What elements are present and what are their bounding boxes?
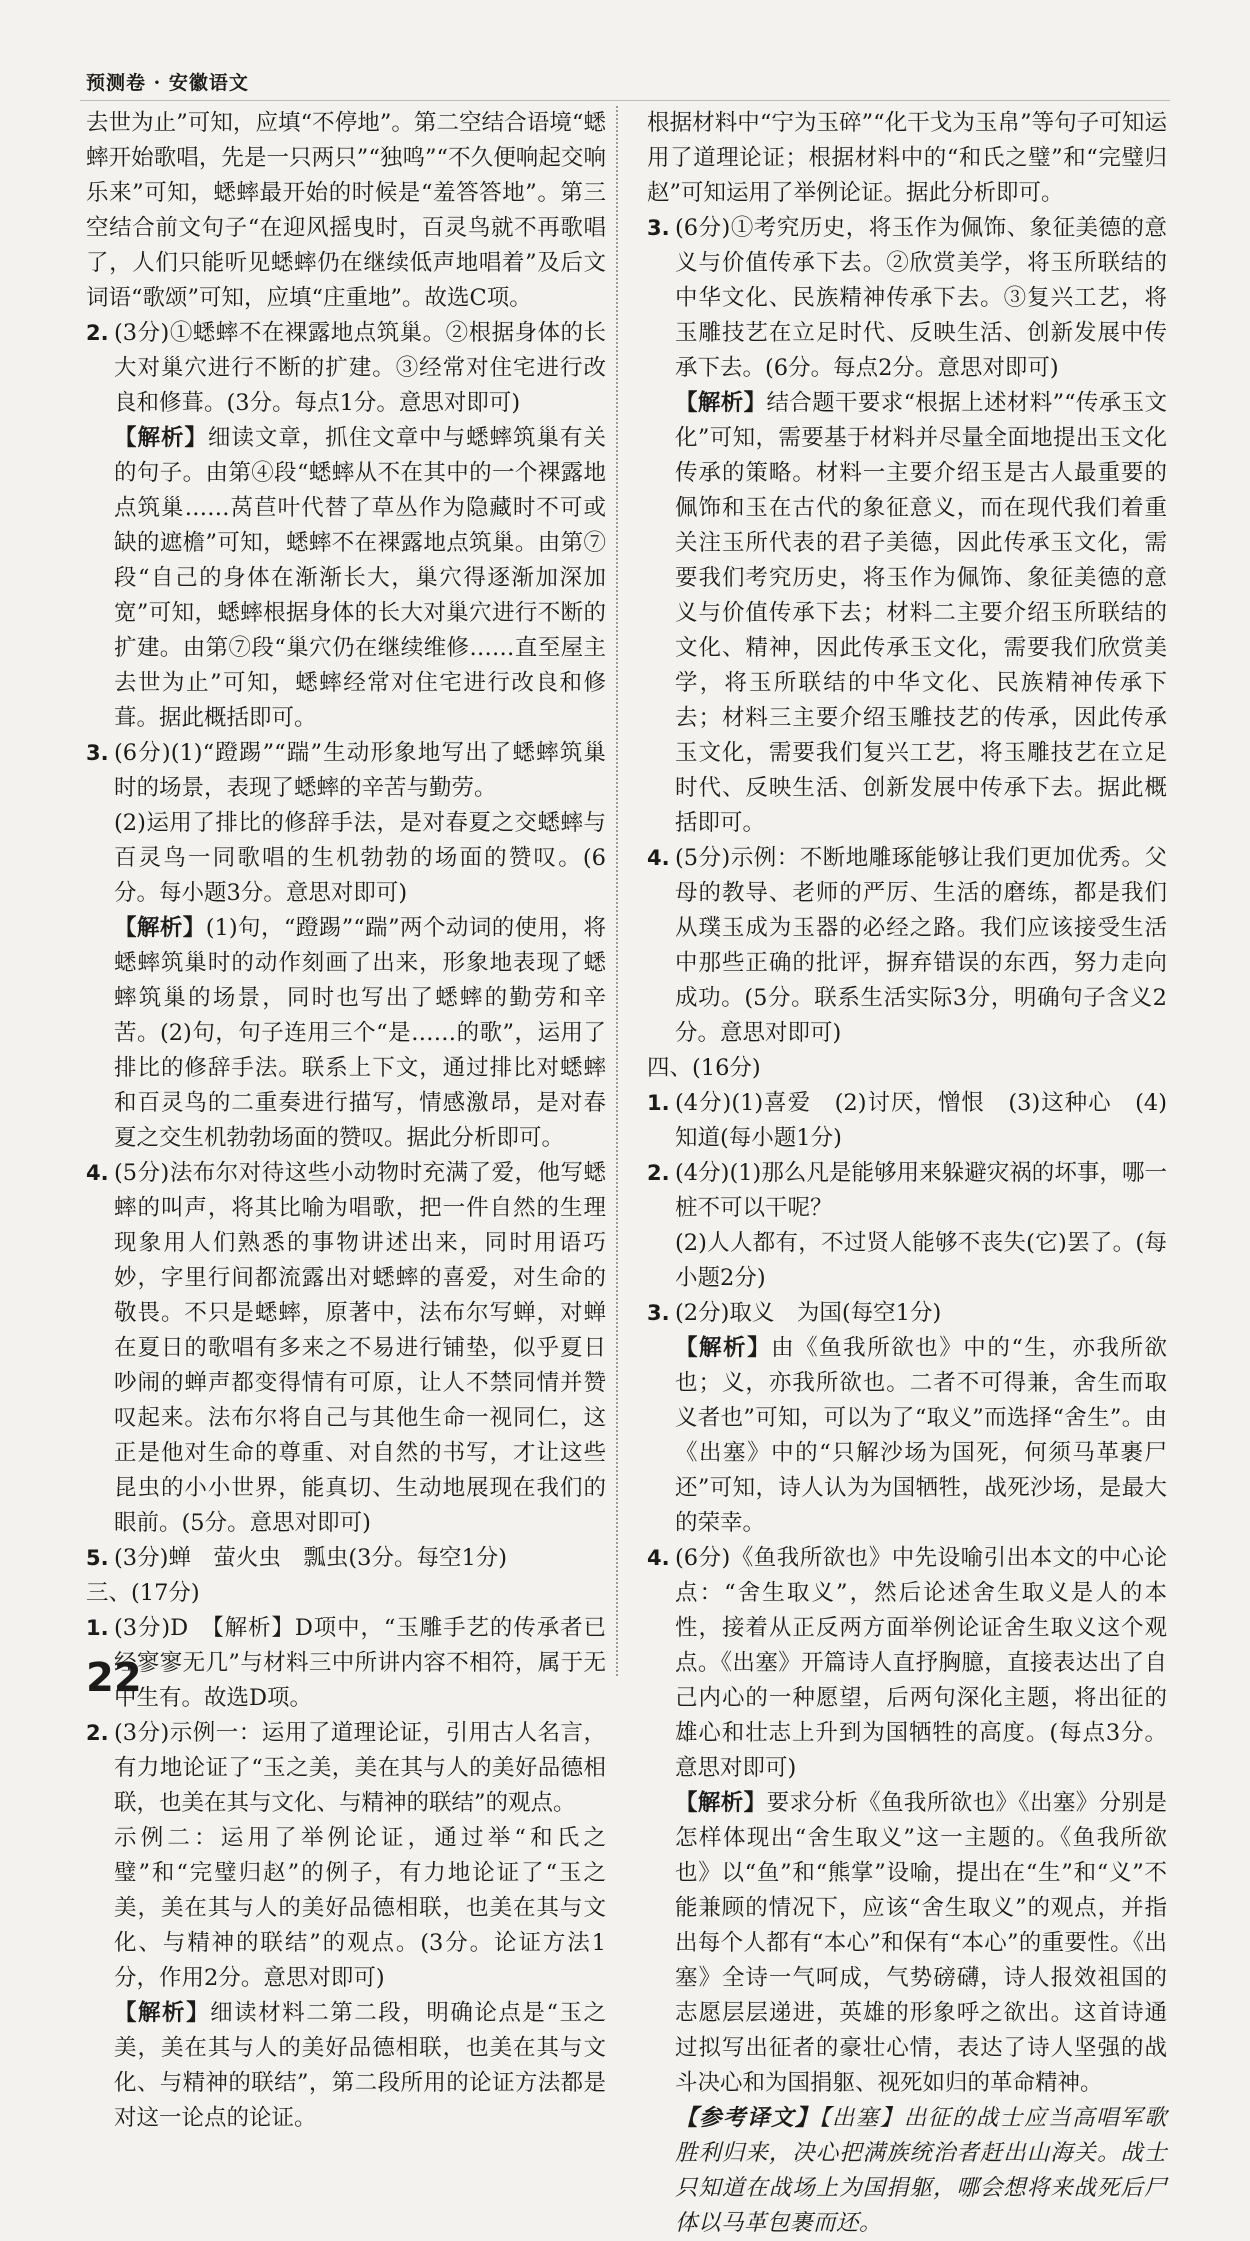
analysis-block <box>86 1996 606 2136</box>
text-block <box>86 806 606 911</box>
text-block <box>86 106 606 316</box>
block-text: 四、(16分) <box>647 1055 761 1081</box>
item-number: 3. <box>86 741 109 765</box>
block-text: 根据材料中“宁为玉碎”“化干戈为玉帛”等句子可知运用了道理论证；根据材料中的“和氏之璧”和“完璧归赵”可知运用了举例论证。据此分析即可。 <box>647 110 1167 206</box>
page-header: 预测卷 · 安徽语文 <box>86 72 249 94</box>
answer-item <box>86 316 606 421</box>
block-text: 三、(17分) <box>86 1580 200 1606</box>
text-block <box>647 106 1167 211</box>
block-text: 去世为止”可知，应填“不停地”。第二空结合语境“蟋蟀开始歌唱，先是一只两只”“独鸣”“不久便响起交响乐来”可知，蟋蟀最开始的时候是“羞答答地”。第三空结合前文句子“在迎风摇曳时，百灵鸟就不再歌唱了，人们只能听见蟋蟀仍在继续低声地唱着”及后文词语“歌颂”可知，应填“庄重地”。故选C项。 <box>86 110 606 311</box>
analysis-block <box>86 911 606 1156</box>
analysis-block <box>647 1786 1167 2101</box>
analysis-tag: 【解析】 <box>114 425 208 451</box>
block-text: (4分)(1)喜爱 (2)讨厌，憎恨 (3)这种心 (4)知道(每小题1分) <box>675 1090 1167 1151</box>
analysis-tag: 【参考译文】 <box>675 2105 820 2131</box>
analysis-tag: 【解析】 <box>114 2000 211 2026</box>
answer-item <box>647 1156 1167 1226</box>
analysis-block <box>647 386 1167 841</box>
analysis-block <box>647 2101 1167 2241</box>
answer-item <box>647 841 1167 1051</box>
block-text: 结合题干要求“根据上述材料”“传承玉文化”可知，需要基于材料并尽量全面地提出玉文化传承的策略。材料一主要介绍玉是古人最重要的佩饰和玉在古代的象征意义，而在现代我们着重关注玉所代表的君子美德，因此传承玉文化，需要我们考究历史，将玉作为佩饰、象征美德的意义与价值传承下去；材料二主要介绍玉所联结的文化、精神，因此传承玉文化，需要我们欣赏美学，将玉所联结的中华文化、民族精神传承下去；材料三主要介绍玉雕技艺的传承，因此传承玉文化，需要我们复兴工艺，将玉雕技艺在立足时代、反映生活、创新发展中传承下去。据此概括即可。 <box>675 390 1167 836</box>
text-block <box>86 1576 606 1611</box>
block-text: 要求分析《鱼我所欲也》《出塞》分别是怎样体现出“舍生取义”这一主题的。《鱼我所欲也》以“鱼”和“熊掌”设喻，提出在“生”和“义”不能兼顾的情况下，应该“舍生取义”的观点，并指出每个人都有“本心”和保有“本心”的重要性。《出塞》全诗一气呵成，气势磅礴，诗人报效祖国的志愿层层递进，英雄的形象呼之欲出。这首诗通过拟写出征者的豪壮心情，表达了诗人坚强的战斗决心和为国捐躯、视死如归的革命精神。 <box>675 1790 1167 2096</box>
answer-item <box>647 1296 1167 1331</box>
item-number: 2. <box>86 321 109 345</box>
text-block <box>86 1821 606 1996</box>
item-number: 5. <box>86 1546 109 1570</box>
item-number: 1. <box>647 1091 670 1115</box>
column-divider <box>616 106 618 1676</box>
block-text: (3分)蝉 萤火虫 瓢虫(3分。每空1分) <box>114 1545 508 1571</box>
answer-item <box>86 736 606 806</box>
answer-item <box>647 1086 1167 1156</box>
answer-item <box>86 1541 606 1576</box>
block-text: (3分)①蟋蟀不在裸露地点筑巢。②根据身体的长大对巢穴进行不断的扩建。③经常对住宅进行改良和修葺。(3分。每点1分。意思对即可) <box>114 320 606 416</box>
block-text: (2)人人都有，不过贤人能够不丧失(它)罢了。(每小题2分) <box>675 1230 1167 1291</box>
analysis-tag: 【解析】 <box>675 390 767 416</box>
right-column <box>647 106 1167 2241</box>
block-text: 【出塞】出征的战士应当高唱军歌胜利归来，决心把满族统治者赶出山海关。战士只知道在战场上为国捐躯，哪会想将来战死后尸体以马革包裹而还。 <box>675 2105 1167 2236</box>
analysis-tag: 【解析】 <box>114 915 206 941</box>
analysis-block <box>647 1331 1167 1541</box>
item-number: 2. <box>86 1721 109 1745</box>
answer-item <box>86 1716 606 1821</box>
item-number: 4. <box>647 1546 670 1570</box>
block-text: (2)运用了排比的修辞手法，是对春夏之交蟋蟀与百灵鸟一同歌唱的生机勃勃的场面的赞叹。(6分。每小题3分。意思对即可) <box>114 810 606 906</box>
block-text: (5分)法布尔对待这些小动物时充满了爱，他写蟋蟀的叫声，将其比喻为唱歌，把一件自然的生理现象用人们熟悉的事物讲述出来，同时用语巧妙，字里行间都流露出对蟋蟀的喜爱，对生命的敬畏。不只是蟋蟀，原著中，法布尔写蝉，对蝉在夏日的歌唱有多来之不易进行铺垫，似乎夏日吵闹的蝉声都变得情有可原，让人不禁同情并赞叹起来。法布尔将自己与其他生命一视同仁，这正是他对生命的尊重、对自然的书写，才让这些昆虫的小小世界，能真切、生动地展现在我们的眼前。(5分。意思对即可) <box>114 1160 606 1536</box>
page-number: 22 <box>86 1655 142 1701</box>
item-number: 3. <box>647 1301 670 1325</box>
text-block <box>647 1051 1167 1086</box>
analysis-tag: 【解析】 <box>675 1335 772 1361</box>
item-number: 3. <box>647 216 670 240</box>
analysis-tag: 【解析】 <box>675 1790 767 1816</box>
item-number: 1. <box>86 1616 109 1640</box>
block-text: 细读文章，抓住文章中与蟋蟀筑巢有关的句子。由第④段“蟋蟀从不在其中的一个裸露地点筑巢……莴苣叶代替了草丛作为隐藏时不可或缺的遮檐”可知，蟋蟀不在裸露地点筑巢。由第⑦段“自己的身体在渐渐长大，巢穴得逐渐加深加宽”可知，蟋蟀根据身体的长大对巢穴进行不断的扩建。由第⑦段“巢穴仍在继续维修……直至屋主去世为止”可知，蟋蟀经常对住宅进行改良和修葺。据此概括即可。 <box>114 425 606 731</box>
block-text: (6分)《鱼我所欲也》中先设喻引出本文的中心论点：“舍生取义”，然后论述舍生取义是人的本性，接着从正反两方面举例论证舍生取义这个观点。《出塞》开篇诗人直抒胸臆，直接表达出了自己内心的一种愿望，后两句深化主题，将出征的雄心和壮志上升到为国牺牲的高度。(每点3分。意思对即可) <box>675 1545 1167 1781</box>
block-text: (5分)示例：不断地雕琢能够让我们更加优秀。父母的教导、老师的严厉、生活的磨练，都是我们从璞玉成为玉器的必经之路。我们应该接受生活中那些正确的批评，摒弃错误的东西，努力走向成功。(5分。联系生活实际3分，明确句子含义2分。意思对即可) <box>675 845 1167 1046</box>
answer-item <box>647 1541 1167 1786</box>
answer-item <box>647 211 1167 386</box>
block-text: 由《鱼我所欲也》中的“生，亦我所欲也；义，亦我所欲也。二者不可得兼，舍生而取义者也”可知，可以为了“取义”而选择“舍生”。由《出塞》中的“只解沙场为国死，何须马革裹尸还”可知，诗人认为为国牺牲，战死沙场，是最大的荣幸。 <box>675 1335 1167 1536</box>
block-text: (3分)D 【解析】D项中，“玉雕手艺的传承者已经寥寥无几”与材料三中所讲内容不相符，属于无中生有。故选D项。 <box>114 1615 606 1711</box>
header-rule <box>80 100 1170 101</box>
block-text: 示例二：运用了举例论证，通过举“和氏之璧”和“完璧归赵”的例子，有力地论证了“玉之美，美在其与人的美好品德相联，也美在其与文化、与精神的联结”的观点。(3分。论证方法1分，作用2分。意思对即可) <box>114 1825 606 1991</box>
block-text: (3分)示例一：运用了道理论证，引用古人名言，有力地论证了“玉之美，美在其与人的美好品德相联，也美在其与文化、与精神的联结”的观点。 <box>114 1720 606 1816</box>
block-text: (2分)取义 为国(每空1分) <box>675 1300 942 1326</box>
block-text: (1)句，“蹬踢”“踹”两个动词的使用，将蟋蟀筑巢时的动作刻画了出来，形象地表现了蟋蟀筑巢的场景，同时也写出了蟋蟀的勤劳和辛苦。(2)句，句子连用三个“是……的歌”，运用了排比的修辞手法。联系上下文，通过排比对蟋蟀和百灵鸟的二重奏进行描写，情感激昂，是对春夏之交生机勃勃场面的赞叹。据此分析即可。 <box>114 915 606 1151</box>
answer-item <box>86 1611 606 1716</box>
item-number: 4. <box>86 1161 109 1185</box>
block-text: (6分)①考究历史，将玉作为佩饰、象征美德的意义与价值传承下去。②欣赏美学，将玉所联结的中华文化、民族精神传承下去。③复兴工艺，将玉雕技艺在立足时代、反映生活、创新发展中传承下去。(6分。每点2分。意思对即可) <box>675 215 1167 381</box>
item-number: 4. <box>647 846 670 870</box>
text-block <box>647 1226 1167 1296</box>
left-column <box>86 106 606 2136</box>
block-text: (4分)(1)那么凡是能够用来躲避灾祸的坏事，哪一桩不可以干呢？ <box>675 1160 1167 1221</box>
answer-item <box>86 1156 606 1541</box>
block-text: 细读材料二第二段，明确论点是“玉之美，美在其与人的美好品德相联，也美在其与文化、与精神的联结”，第二段所用的论证方法都是对这一论点的论证。 <box>114 2000 606 2131</box>
block-text: (6分)(1)“蹬踢”“踹”生动形象地写出了蟋蟀筑巢时的场景，表现了蟋蟀的辛苦与勤劳。 <box>114 740 606 801</box>
item-number: 2. <box>647 1161 670 1185</box>
analysis-block <box>86 421 606 736</box>
